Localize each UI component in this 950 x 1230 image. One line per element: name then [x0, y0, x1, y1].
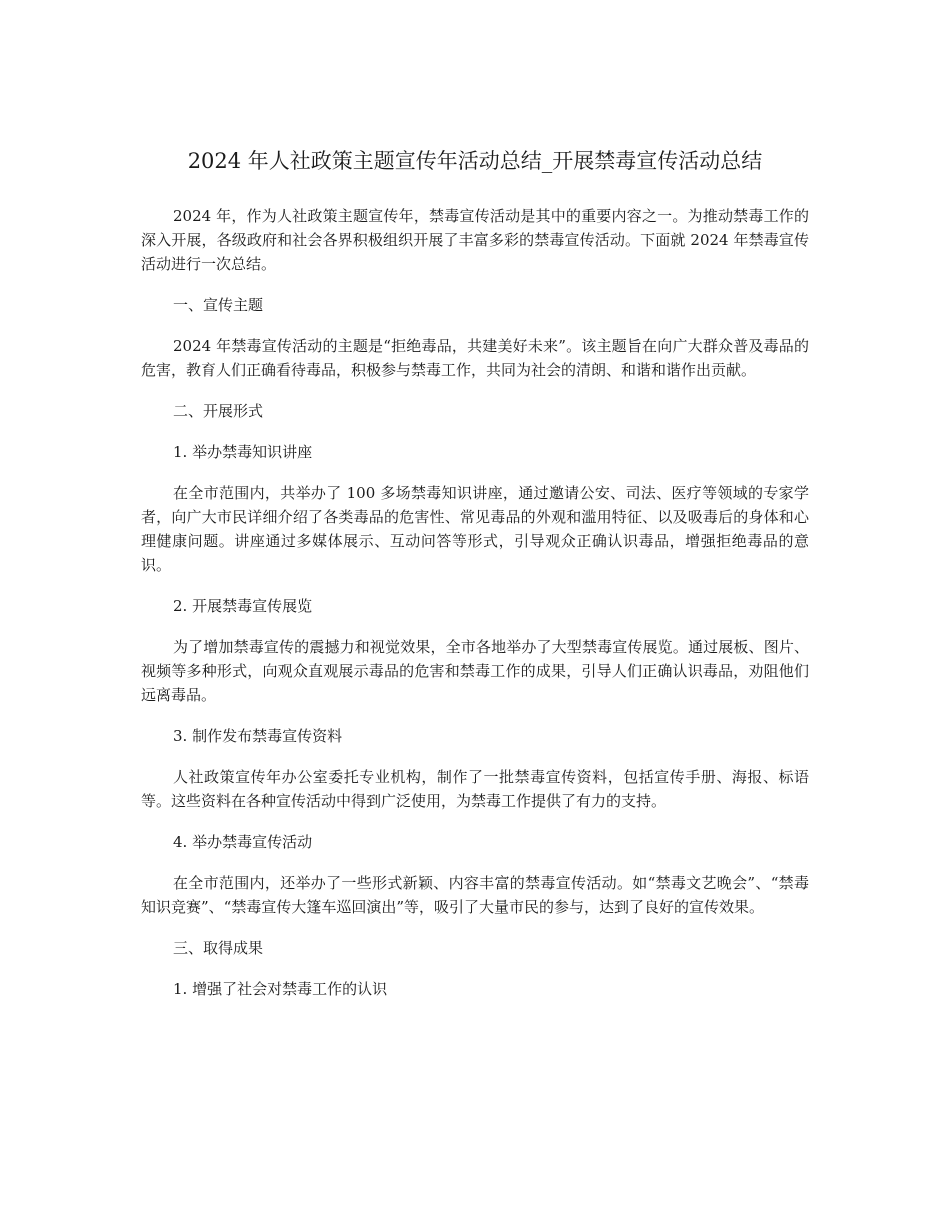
section-heading-theme: 一、宣传主题 [173, 296, 264, 314]
document-title: 2024 年人社政策主题宣传年活动总结_开展禁毒宣传活动总结 [187, 149, 763, 173]
materials-paragraph: 人社政策宣传年办公室委托专业机构，制作了一批禁毒宣传资料，包括宣传手册、海报、标语等。这些资料在各种宣传活动中得到广泛使用，为禁毒工作提供了有力的支持。 [141, 768, 809, 810]
section-heading-forms: 二、开展形式 [173, 402, 264, 420]
section-heading-results: 三、取得成果 [173, 939, 264, 957]
subheading-activities: 4. 举办禁毒宣传活动 [173, 833, 313, 851]
activities-paragraph: 在全市范围内，还举办了一些形式新颖、内容丰富的禁毒宣传活动。如“禁毒文艺晚会”、“禁毒知识竞赛”、“禁毒宣传大篷车巡回演出”等，吸引了大量市民的参与，达到了良好的宣传效果。 [141, 874, 809, 916]
exhibition-paragraph: 为了增加禁毒宣传的震撼力和视觉效果，全市各地举办了大型禁毒宣传展览。通过展板、图片、视频等多种形式，向观众直观展示毒品的危害和禁毒工作的成果，引导人们正确认识毒品，劝阻他们远离毒品。 [141, 638, 809, 704]
subheading-materials: 3. 制作发布禁毒宣传资料 [173, 727, 343, 745]
document-page [141, 146, 809, 1018]
subheading-awareness: 1. 增强了社会对禁毒工作的认识 [173, 980, 388, 998]
intro-paragraph: 2024 年，作为人社政策主题宣传年，禁毒宣传活动是其中的重要内容之一。为推动禁毒工作的深入开展，各级政府和社会各界积极组织开展了丰富多彩的禁毒宣传活动。下面就 2024 年禁毒宣传活动进行一次总结。 [141, 207, 809, 273]
lectures-paragraph: 在全市范围内，共举办了 100 多场禁毒知识讲座，通过邀请公安、司法、医疗等领域的专家学者，向广大市民详细介绍了各类毒品的危害性、常见毒品的外观和滥用特征、以及吸毒后的身体和心理健康问题。讲座通过多媒体展示、互动问答等形式，引导观众正确认识毒品，增强拒绝毒品的意识。 [141, 484, 809, 574]
subheading-lectures: 1. 举办禁毒知识讲座 [173, 443, 313, 461]
subheading-exhibition: 2. 开展禁毒宣传展览 [173, 597, 313, 615]
theme-paragraph: 2024 年禁毒宣传活动的主题是“拒绝毒品，共建美好未来”。该主题旨在向广大群众普及毒品的危害，教育人们正确看待毒品，积极参与禁毒工作，共同为社会的清朗、和谐和谐作出贡献。 [141, 337, 809, 379]
